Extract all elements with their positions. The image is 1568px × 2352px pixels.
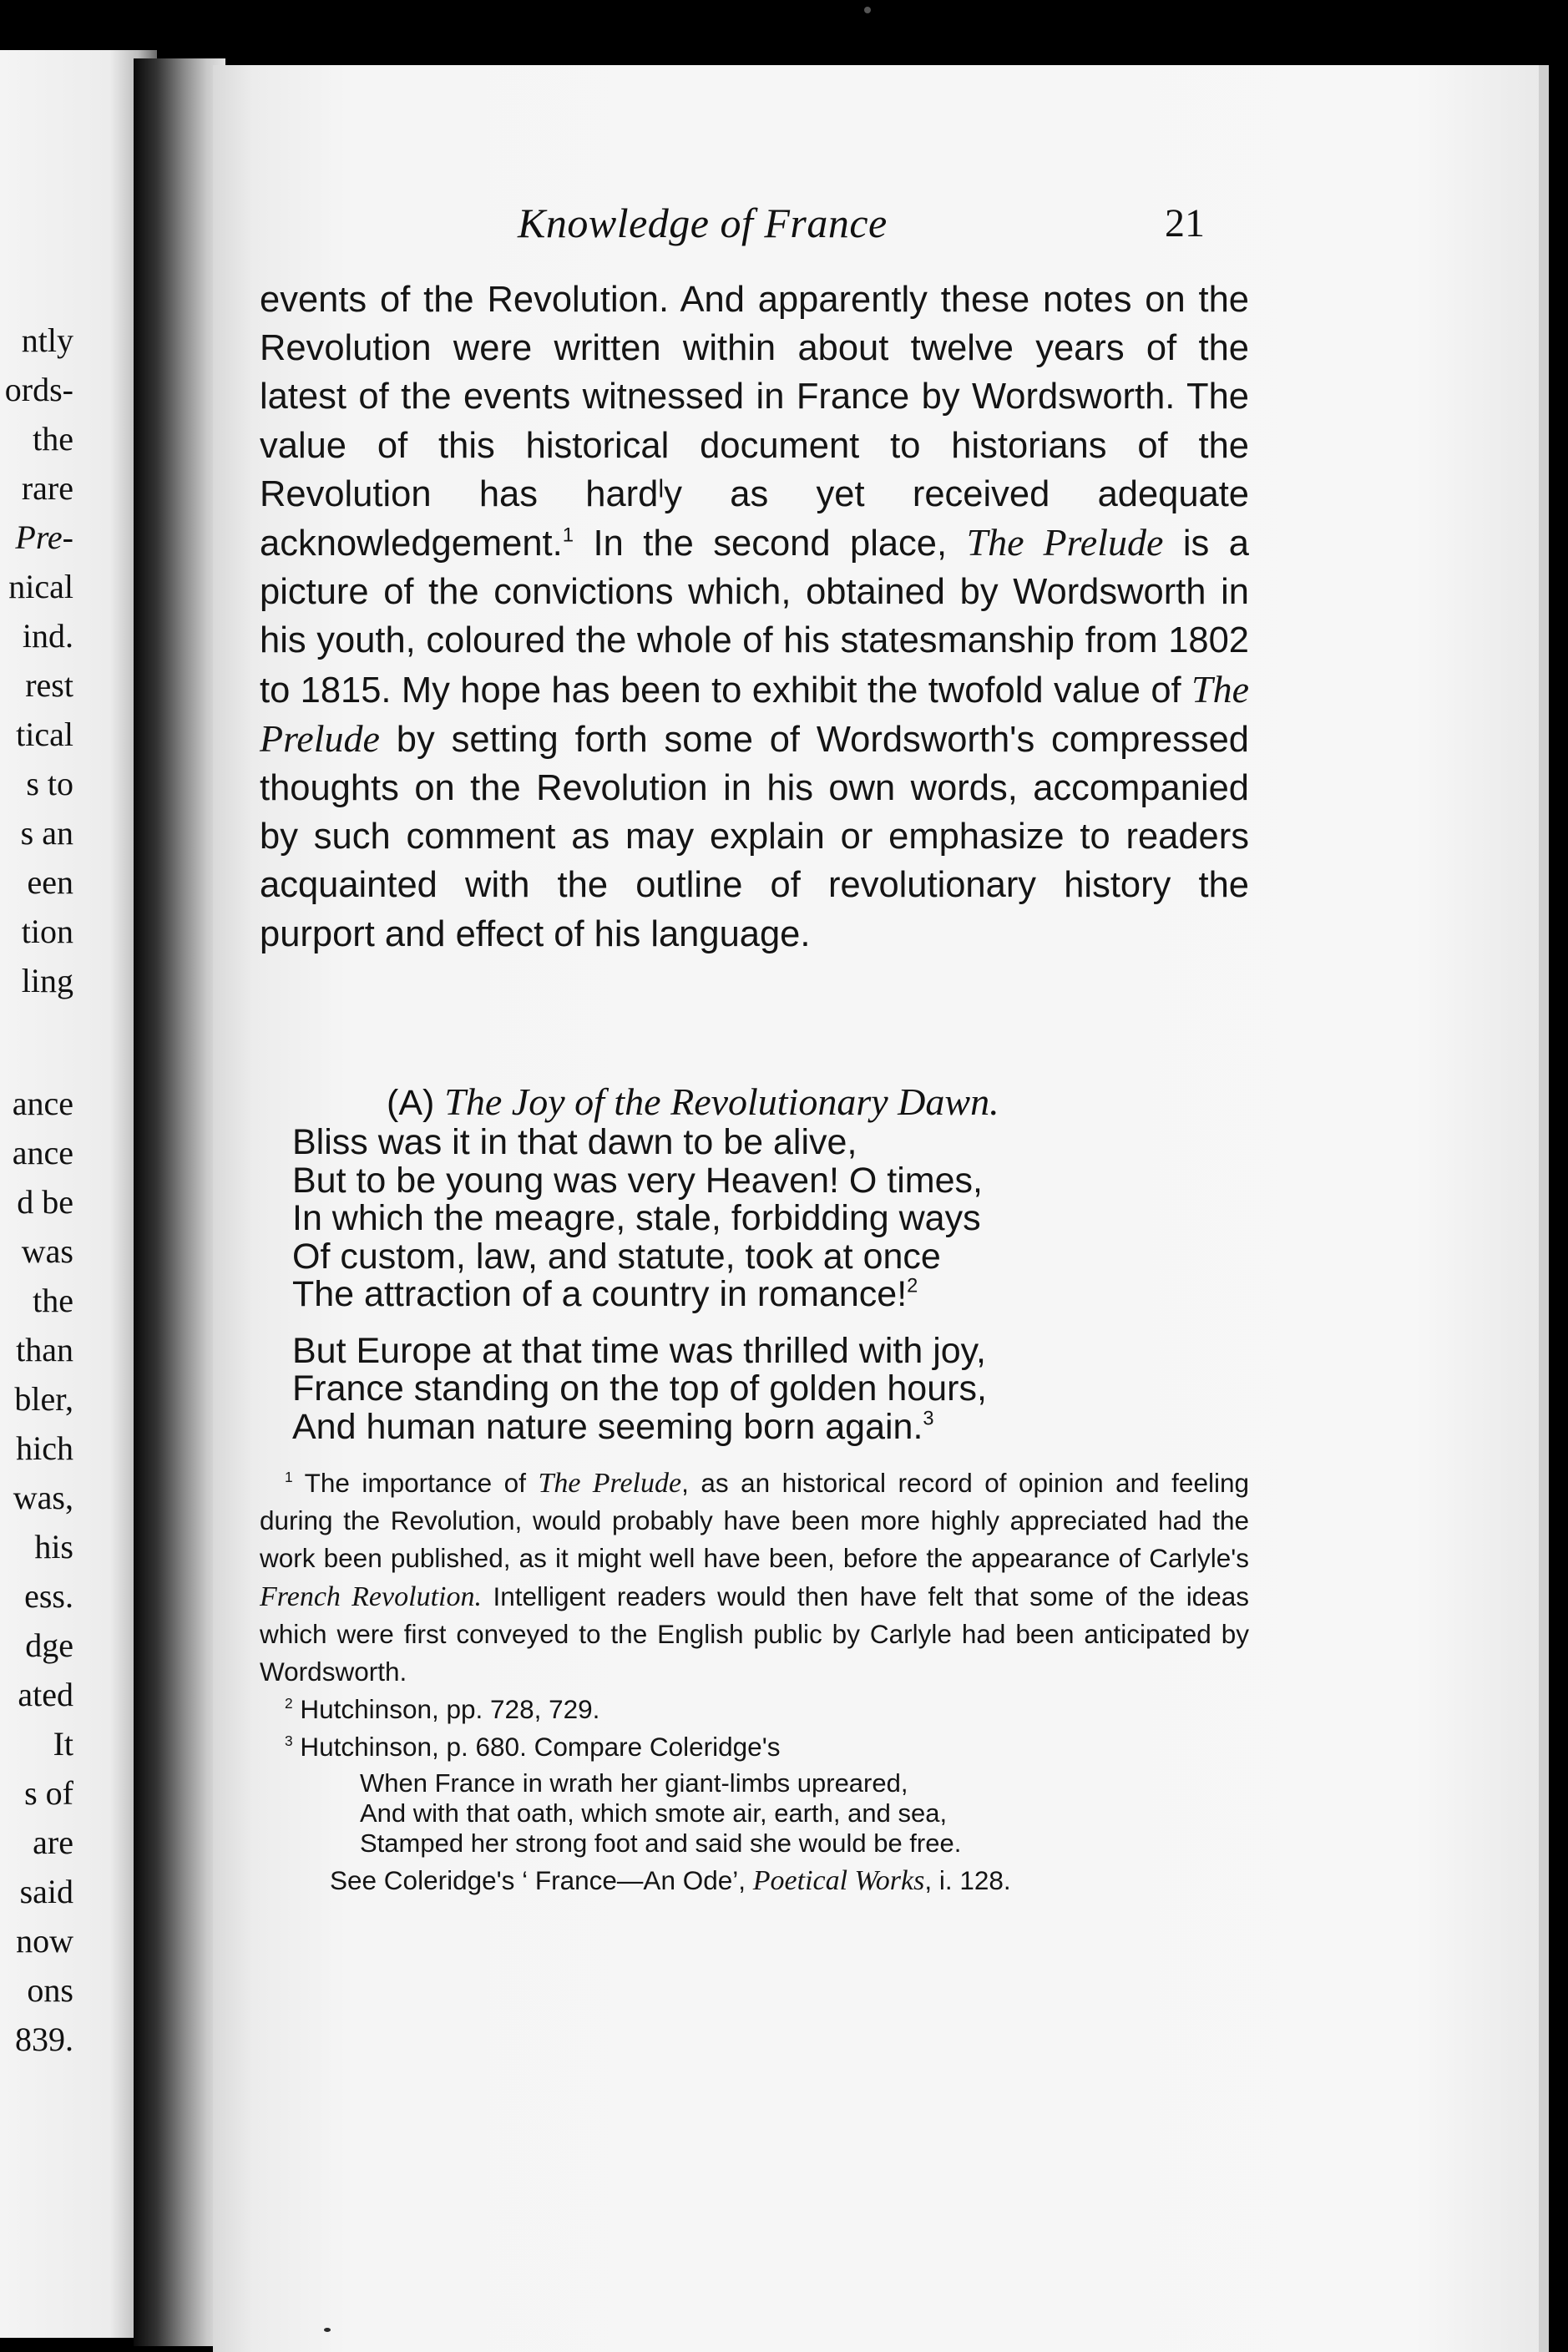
footnotes bbox=[260, 1464, 1249, 1899]
text-run: Hutchinson, p. 680. Compare Coleridge's bbox=[292, 1732, 781, 1763]
page-number: 21 bbox=[1165, 201, 1205, 245]
footnote-marker: 2 bbox=[907, 1275, 918, 1297]
verse-line bbox=[292, 1276, 987, 1314]
text-run: The importance of bbox=[292, 1468, 539, 1498]
verse-line: France standing on the top of golden hours, bbox=[292, 1368, 987, 1409]
text-run: , as an historical record of opinion and feeling during the Revolution, would probably have been more highly appreciated had the work been published, as it might well have been, before the appearance of Carlyle's bbox=[260, 1468, 1249, 1574]
verse-line bbox=[292, 1406, 987, 1447]
paragraph bbox=[260, 276, 1249, 959]
text-run: Hutchinson, pp. 728, 729. bbox=[292, 1694, 600, 1725]
facing-page-footnote-text bbox=[13, 1079, 73, 2064]
book-gutter bbox=[134, 58, 225, 2346]
verse-text: And human nature seeming born again. bbox=[292, 1406, 923, 1447]
footnote-citation bbox=[260, 1862, 1249, 1899]
footnote-text bbox=[260, 1691, 1249, 1728]
footnote-1 bbox=[260, 1464, 1249, 1691]
facing-line: the bbox=[33, 420, 73, 458]
quotation-line: Stamped her strong foot and said she would be free. bbox=[360, 1828, 962, 1858]
facing-line: een bbox=[27, 863, 73, 901]
text-run: events of the Revolution. And apparently these notes on the Revolution were written within about twelve years of the latest of the events witnessed in France by Wordsworth. The value of this historical document to historians of the Revolution has hardˡy as yet received adequate acknowledgement. bbox=[260, 280, 1249, 564]
facing-footnote-line: was bbox=[21, 1232, 73, 1270]
footnote-number: 1 bbox=[285, 1468, 293, 1485]
stanza bbox=[292, 1330, 987, 1447]
facing-line: s an bbox=[20, 814, 73, 852]
footnote-marker: 1 bbox=[562, 524, 574, 547]
facing-footnote-line: d be bbox=[17, 1183, 73, 1221]
facing-line: s to bbox=[26, 765, 73, 802]
facing-page-text bbox=[5, 316, 73, 1005]
facing-footnote-line: are bbox=[33, 1823, 73, 1861]
facing-footnote-line: 839. bbox=[15, 2021, 73, 2058]
facing-line: tical bbox=[16, 716, 73, 753]
text-run: In the second place, bbox=[574, 524, 967, 564]
section-title: The Joy of the Revolutionary Dawn. bbox=[444, 1080, 999, 1123]
facing-line: Pre- bbox=[15, 518, 73, 556]
running-title: Knowledge of France bbox=[518, 200, 888, 246]
facing-footnote-line: ance bbox=[12, 1134, 73, 1171]
section-heading bbox=[387, 1080, 999, 1124]
footnote-text bbox=[260, 1728, 1249, 1766]
facing-footnote-line: ated bbox=[18, 1676, 73, 1713]
facing-line: nical bbox=[8, 568, 73, 605]
footnote-marker: 3 bbox=[923, 1407, 934, 1429]
scan-speck bbox=[324, 2328, 331, 2332]
facing-footnote-line: his bbox=[34, 1528, 73, 1565]
page-edge bbox=[1539, 65, 1549, 2352]
facing-line: ling bbox=[21, 962, 73, 999]
section-label: (A) bbox=[387, 1083, 445, 1123]
facing-line: tion bbox=[21, 913, 73, 950]
facing-footnote-line: now bbox=[16, 1922, 73, 1960]
facing-line: ind. bbox=[22, 617, 73, 655]
facing-footnote-line: ess. bbox=[24, 1577, 73, 1615]
facing-line: rest bbox=[25, 666, 73, 704]
verse-line: But Europe at that time was thrilled with joy, bbox=[292, 1330, 986, 1371]
work-title: Poetical Works bbox=[752, 1864, 925, 1896]
quotation-line: When France in wrath her giant-limbs upreared, bbox=[360, 1768, 908, 1798]
scan-speck bbox=[864, 7, 871, 13]
facing-footnote-line: than bbox=[16, 1331, 73, 1368]
verse-line: But to be young was very Heaven! O times, bbox=[292, 1160, 983, 1201]
facing-footnote-line: dge bbox=[25, 1626, 73, 1664]
facing-footnote-line: ons bbox=[27, 1971, 73, 2009]
verse-line: Bliss was it in that dawn to be alive, bbox=[292, 1122, 857, 1162]
book-page bbox=[213, 65, 1549, 2352]
verse-line: In which the meagre, stale, forbidding ways bbox=[292, 1198, 981, 1238]
verse-line: Of custom, law, and statute, took at once bbox=[292, 1236, 941, 1277]
text-run: by setting forth some of Wordsworth's compressed thoughts on the Revolution in his own words, accompanied by such comment as may explain or emphasize to readers acquainted with the outline of revolutionary history the purport and effect of his language. bbox=[260, 719, 1249, 954]
facing-footnote-line: s of bbox=[24, 1774, 73, 1812]
work-title: French Revolution. bbox=[260, 1581, 482, 1612]
footnote-number: 2 bbox=[285, 1695, 293, 1712]
facing-footnote-line: bler, bbox=[14, 1380, 73, 1418]
facing-line: ords- bbox=[4, 371, 73, 408]
facing-footnote-line: ance bbox=[12, 1085, 73, 1122]
text-run: See Coleridge's ‘ France—An Ode’, bbox=[330, 1864, 753, 1895]
footnote-number: 3 bbox=[285, 1732, 293, 1750]
body-paragraph bbox=[260, 276, 1249, 959]
facing-line: rare bbox=[21, 469, 73, 507]
text-run: is a picture of the convictions which, obtained by Wordsworth in his youth, coloured the whole of his statesmanship from 1802 to 1815. My hope has been to exhibit the twofold value of bbox=[260, 524, 1249, 711]
work-title: The Prelude bbox=[538, 1468, 682, 1499]
facing-footnote-line: the bbox=[33, 1282, 73, 1319]
footnote-2 bbox=[260, 1691, 1249, 1728]
quotation-line: And with that oath, which smote air, earth, and sea, bbox=[360, 1798, 948, 1828]
facing-footnote-line: hich bbox=[16, 1429, 73, 1467]
footnote-quotation bbox=[260, 1768, 1249, 1859]
poem-quotation bbox=[292, 1124, 987, 1446]
text-run: Intelligent readers would then have felt that some of the ideas which were first conveyed to the English public by Carlyle had been anticipated by Wordsworth. bbox=[260, 1581, 1249, 1687]
verse-text: The attraction of a country in romance! bbox=[292, 1274, 908, 1314]
footnote-3 bbox=[260, 1728, 1249, 1899]
facing-footnote-line: It bbox=[53, 1725, 73, 1763]
facing-line: ntly bbox=[21, 321, 73, 359]
facing-footnote-line: was, bbox=[13, 1479, 73, 1516]
facing-footnote-line: said bbox=[19, 1873, 73, 1910]
stanza bbox=[292, 1124, 987, 1314]
footnote-text bbox=[260, 1464, 1249, 1691]
text-run: , i. 128. bbox=[924, 1864, 1011, 1895]
work-title: The Prelude bbox=[260, 667, 1249, 760]
work-title: The Prelude bbox=[966, 521, 1164, 564]
